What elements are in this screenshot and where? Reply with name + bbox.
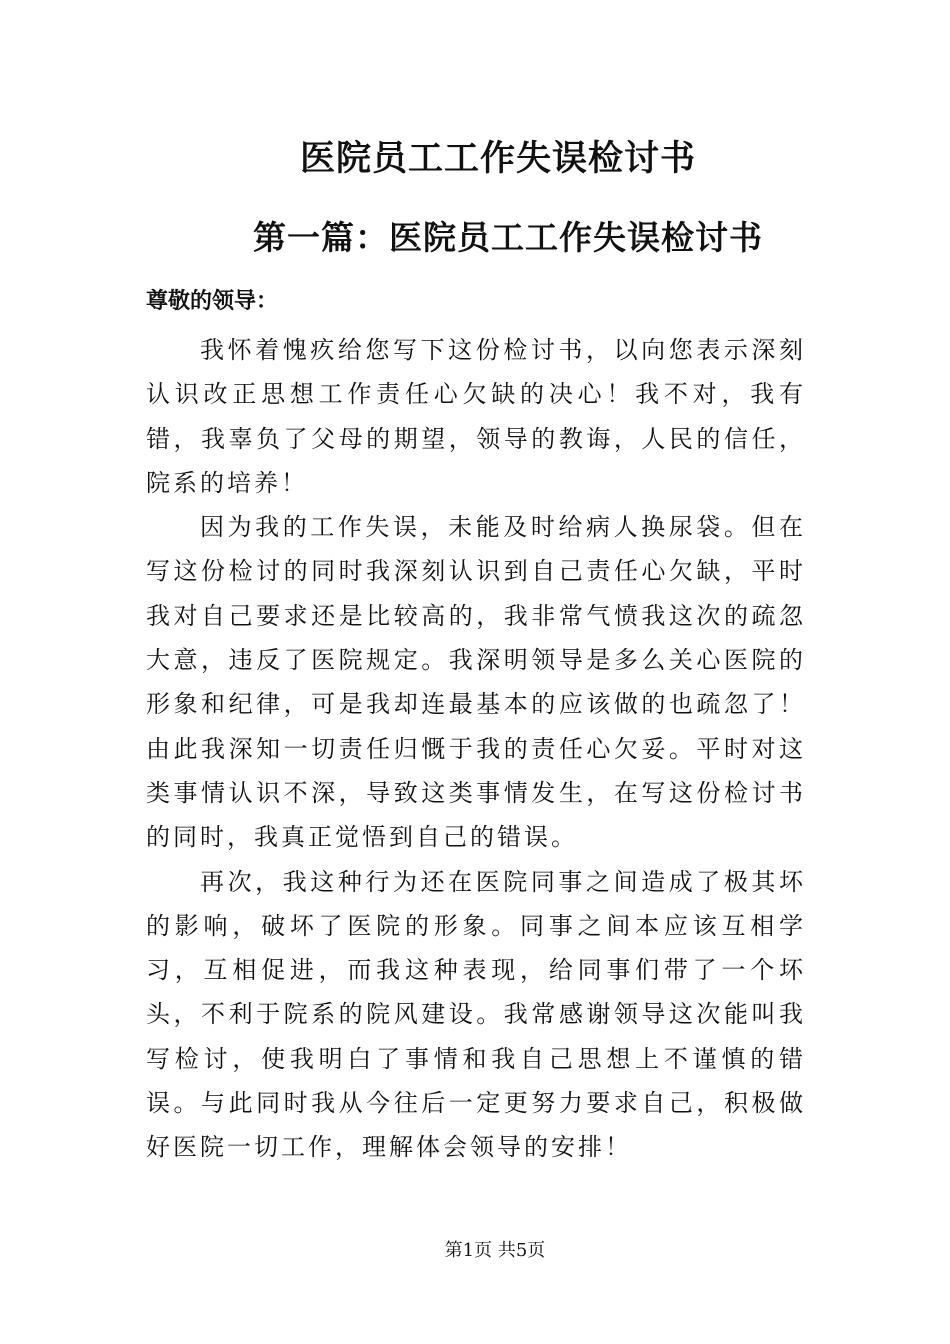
section-title: 第一篇：医院员工工作失误检讨书: [253, 218, 763, 257]
paragraph-3: 再次，我这种行为还在医院同事之间造成了极其坏的影响，破坏了医院的形象。同事之间本应该互相学习，互相促进，而我这种表现，给同事们带了一个坏头，不利于院系的院风建设。我常感谢领导这次能叫我写检讨，使我明白了事情和我自己思想上不谨慎的错误。与此同时我从今往后一定更努力要求自己，积极做好医院一切工作，理解体会领导的安排！: [146, 867, 806, 1162]
letter-body: [146, 328, 806, 1170]
paragraph-2: 因为我的工作失误，未能及时给病人换尿袋。但在写这份检讨的同时我深刻认识到自己责任心欠缺，平时我对自己要求还是比较高的，我非常气愤我这次的疏忽大意，违反了医院规定。我深明领导是多么关心医院的形象和纪律，可是我却连最基本的应该做的也疏忽了！由此我深知一切责任归慨于我的责任心欠妥。平时对这类事情认识不深，导致这类事情发生，在写这份检讨书的同时，我真正觉悟到自己的错误。: [146, 513, 806, 852]
paragraph-1: 我怀着愧疚给您写下这份检讨书，以向您表示深刻认识改正思想工作责任心欠缺的决心！我不对，我有错，我辜负了父母的期望，领导的教诲，人民的信任，院系的培养！: [146, 336, 806, 497]
document-title: 医院员工工作失误检讨书: [299, 138, 696, 179]
page-footer: 第1页 共5页: [444, 1240, 546, 1261]
salutation: 尊敬的领导：: [146, 288, 279, 314]
